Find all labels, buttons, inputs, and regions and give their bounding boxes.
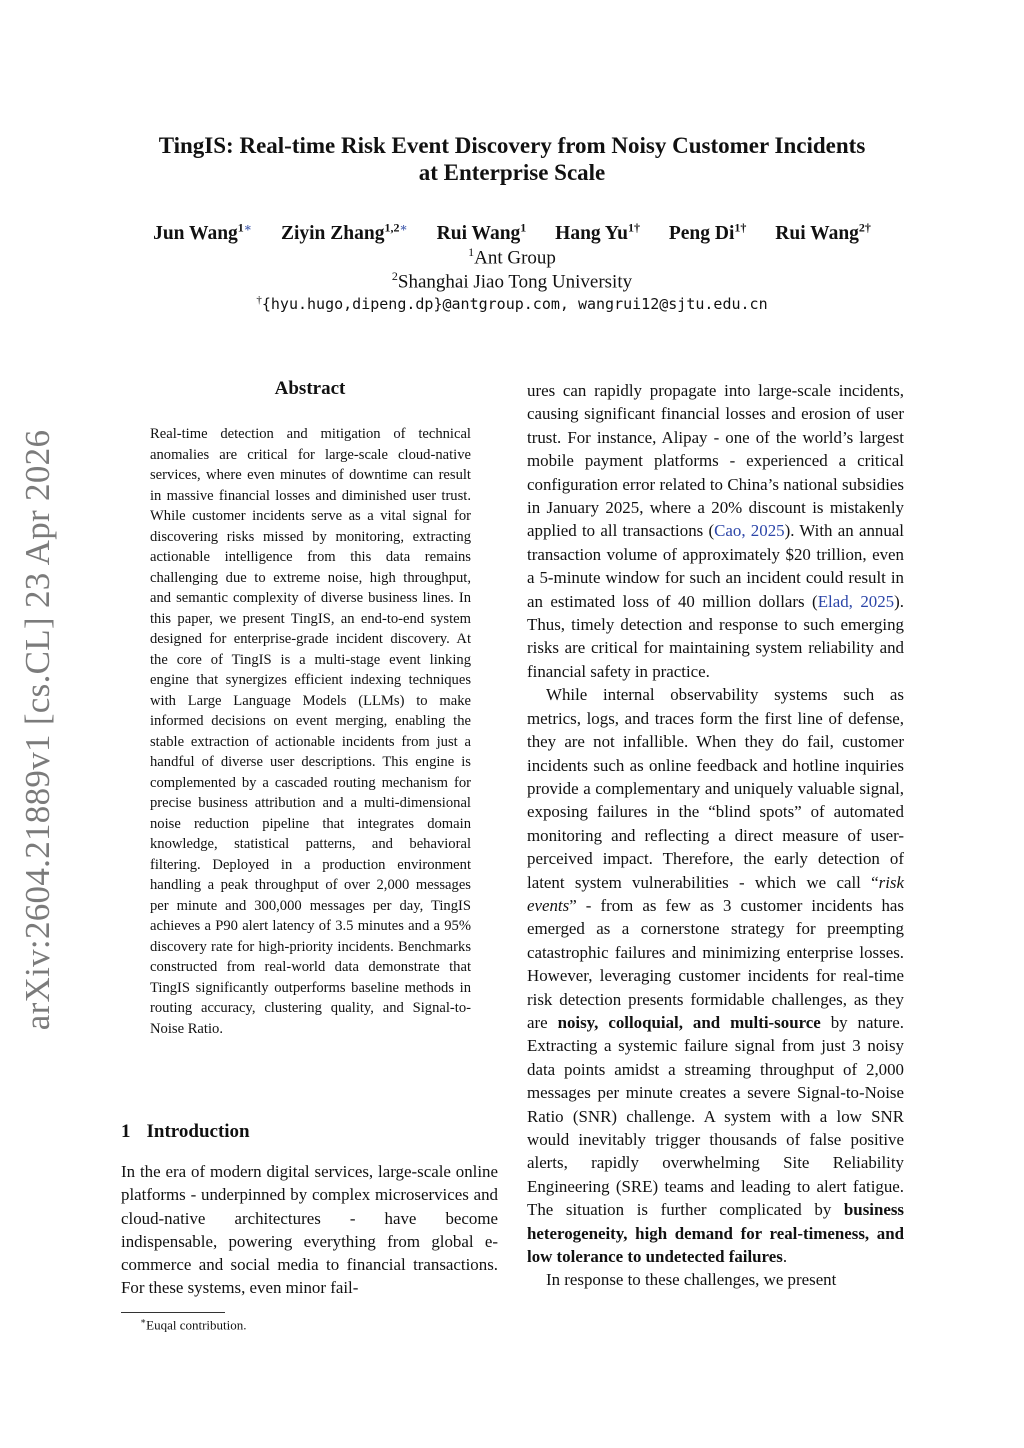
title-line-2: at Enterprise Scale [418, 160, 606, 185]
citation-link[interactable]: Cao, 2025 [714, 521, 785, 541]
contact-email: †{hyu.hugo,dipeng.dp}@antgroup.com, wangrui12@sjtu.edu.cn [256, 294, 768, 313]
citation-link[interactable]: Elad, 2025 [817, 591, 895, 611]
section-heading: 1 Introduction [121, 1121, 250, 1142]
footnote-rule [121, 1312, 225, 1313]
author: Peng $Di^{1\dagger}$ [668, 220, 747, 244]
paragraph: While internal observability systems such as metrics, logs, and traces form the first line of defense, they are not infallible. When they do fail, customer incidents such as online feedback and hotline inquiries provide a complementary and uniquely valuable signal, exposing failures in the “blind spots” of automated monitoring and reflecting a direct measure of user-perceived impact. Therefore, the early detection of latent system vulnerabilities - which we call “risk events” - from as few as 3 customer incidents has emerged as a cornerstone strategy for preempting catastrophic failures and minimizing enterprise losses. However, leveraging customer incidents for real-time risk detection presents formidable challenges, as they are noisy, colloquial, and multi-source by nature. Extracting a systemic failure signal from just 3 noisy data points amidst a streaming throughput of 2,000 messages per minute creates a severe Signal-to-Noise Ratio (SNR) challenge. A system with a low SNR would inevitably trigger thousands of false positive alerts, rapidly overwhelming Site Reliability Engineering (SRE) teams and leading to alert fatigue. The situation is further complicated by business heterogeneity, high demand for real-timeness, and low tolerance to undetected failures. [527, 685, 904, 1267]
author: Ziyin Zhang$^{1,2∗}$ [280, 220, 408, 244]
title-line-1: TingIS: Real-time Risk Event Discovery from Noisy Customer Incidents [158, 133, 866, 158]
author-list [100, 220, 924, 245]
affiliation-1: $^1$Ant Group [468, 245, 556, 269]
author: Rui Wang$^1$ [436, 220, 527, 244]
arxiv-id-text: arXiv:2604.21889v1 [cs.CL] 23 Apr 2026 [18, 429, 57, 1031]
introduction-paragraph: In the era of modern digital services, large-scale online platforms - underpinned by complex microservices and cloud-native architectures - have become indispensable, powering everything from global e-commerce and social media to financial transactions. For these systems, even minor fail- [121, 1162, 498, 1298]
abstract-body: Real-time detection and mitigation of technical anomalies are critical for large-scale cloud-native services, where even minutes of downtime can result in massive financial losses and diminished user trust. While customer incidents serve as a vital signal for discovering risks missed by monitoring, extracting actionable intelligence from this data remains challenging due to extreme noise, high throughput, and semantic complexity of diverse business lines. In this paper, we present TingIS, an end-to-end system designed for enterprise-grade incident discovery. At the core of TingIS is a multi-stage event linking engine that synergizes efficient indexing techniques with Large Language Models (LLMs) to make informed decisions on event merging, enabling the stable extraction of actionable incidents from just a handful of diverse user descriptions. This engine is complemented by a cascaded routing mechanism for precise business attribution and a multi-dimensional noise reduction pipeline that integrates domain knowledge, statistical patterns, and behavioral filtering. Deployed in a production environment handling a peak throughput of over 2,000 messages per minute and 300,000 messages per day, TingIS achieves a P90 alert latency of 3.5 minutes and a 95% discovery rate for high-priority incidents. Benchmarks constructed from real-world data demonstrate that TingIS significantly outperforms baseline methods in routing accuracy, clustering quality, and Signal-to-Noise Ratio. [150, 426, 471, 1037]
author: Hang $Yu^{1\dagger}$ [555, 220, 640, 244]
footnote: ∗Euqal contribution. [140, 1316, 247, 1333]
paper-title [110, 132, 914, 186]
paragraph: ures can rapidly propagate into large-scale incidents, causing significant financial losses and erosion of user trust. For instance, Alipay - one of the world’s largest mobile payment platforms - experienced a critical configuration error related to China’s national subsidies in January 2025, where a 20% discount is mistakenly applied to all transactions (Cao, 2025). With an annual transaction volume of approximately $20 trillion, even a 5-minute window for such an incident could result in an estimated loss of 40 million dollars (Elad, 2025). Thus, timely detection and response to such emerging risks are critical for maintaining system reliability and financial safety in practice. [527, 381, 904, 681]
right-column [527, 379, 904, 1292]
affiliation-2: $^2$Shanghai Jiao Tong University [391, 269, 633, 293]
author: Rui Wang$^{2\dagger}$ [775, 220, 871, 244]
arxiv-identifier [8, 410, 68, 1050]
abstract-heading: Abstract [274, 378, 346, 399]
author: Jun Wang$^{1∗}$ [153, 220, 253, 244]
paragraph: In response to these challenges, we present [546, 1270, 837, 1290]
